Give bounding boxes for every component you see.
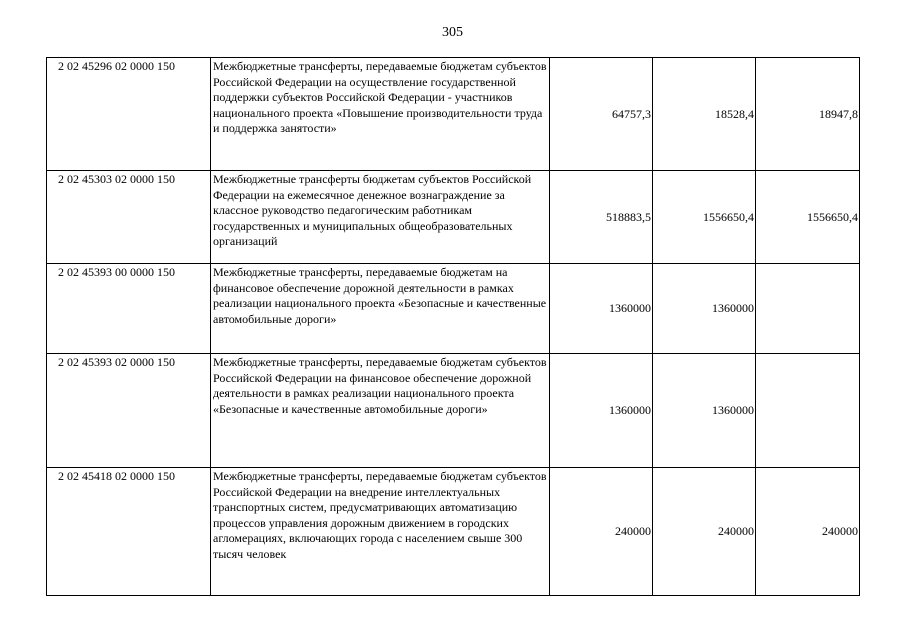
value-year-2: 1360000	[653, 354, 756, 468]
row-description: Межбюджетные трансферты, передаваемые бюджетам субъектов Российской Федерации на внедрение интеллектуальных транспортных систем, предусматривающих автоматизацию процессов управления дорожным движением в городских агломерациях, включающих города с населением свыше 300 тысяч человек	[211, 468, 550, 596]
budget-table	[46, 57, 860, 596]
row-description: Межбюджетные трансферты, передаваемые бюджетам субъектов Российской Федерации на финансовое обеспечение дорожной деятельности в рамках реализации национального проекта «Безопасные и качественные автомобильные дороги»	[211, 354, 550, 468]
value-year-1: 1360000	[550, 354, 653, 468]
row-description: Межбюджетные трансферты, передаваемые бюджетам субъектов Российской Федерации на осуществление государственной поддержки субъектов Российской Федерации - участников национального проекта «Повышение производительности труда и поддержка занятости»	[211, 58, 550, 171]
value-year-2: 1360000	[653, 264, 756, 354]
table-row	[47, 171, 860, 264]
value-year-2: 240000	[653, 468, 756, 596]
row-description: Межбюджетные трансферты бюджетам субъектов Российской Федерации на ежемесячное денежное вознаграждение за классное руководство педагогическим работникам государственных и муниципальных общеобразовательных организаций	[211, 171, 550, 264]
table-row	[47, 354, 860, 468]
budget-code: 2 02 45393 02 0000 150	[47, 354, 211, 468]
value-year-1: 240000	[550, 468, 653, 596]
value-year-1: 518883,5	[550, 171, 653, 264]
value-year-2: 18528,4	[653, 58, 756, 171]
value-year-3	[756, 264, 860, 354]
budget-code: 2 02 45418 02 0000 150	[47, 468, 211, 596]
value-year-3: 240000	[756, 468, 860, 596]
value-year-1: 64757,3	[550, 58, 653, 171]
budget-code: 2 02 45296 02 0000 150	[47, 58, 211, 171]
value-year-3: 1556650,4	[756, 171, 860, 264]
table-row	[47, 468, 860, 596]
table-row	[47, 264, 860, 354]
budget-code: 2 02 45303 02 0000 150	[47, 171, 211, 264]
row-description: Межбюджетные трансферты, передаваемые бюджетам на финансовое обеспечение дорожной деятельности в рамках реализации национального проекта «Безопасные и качественные автомобильные дороги»	[211, 264, 550, 354]
page-number: 305	[442, 25, 463, 40]
value-year-1: 1360000	[550, 264, 653, 354]
value-year-3	[756, 354, 860, 468]
table-row	[47, 58, 860, 171]
budget-code: 2 02 45393 00 0000 150	[47, 264, 211, 354]
value-year-3: 18947,8	[756, 58, 860, 171]
value-year-2: 1556650,4	[653, 171, 756, 264]
